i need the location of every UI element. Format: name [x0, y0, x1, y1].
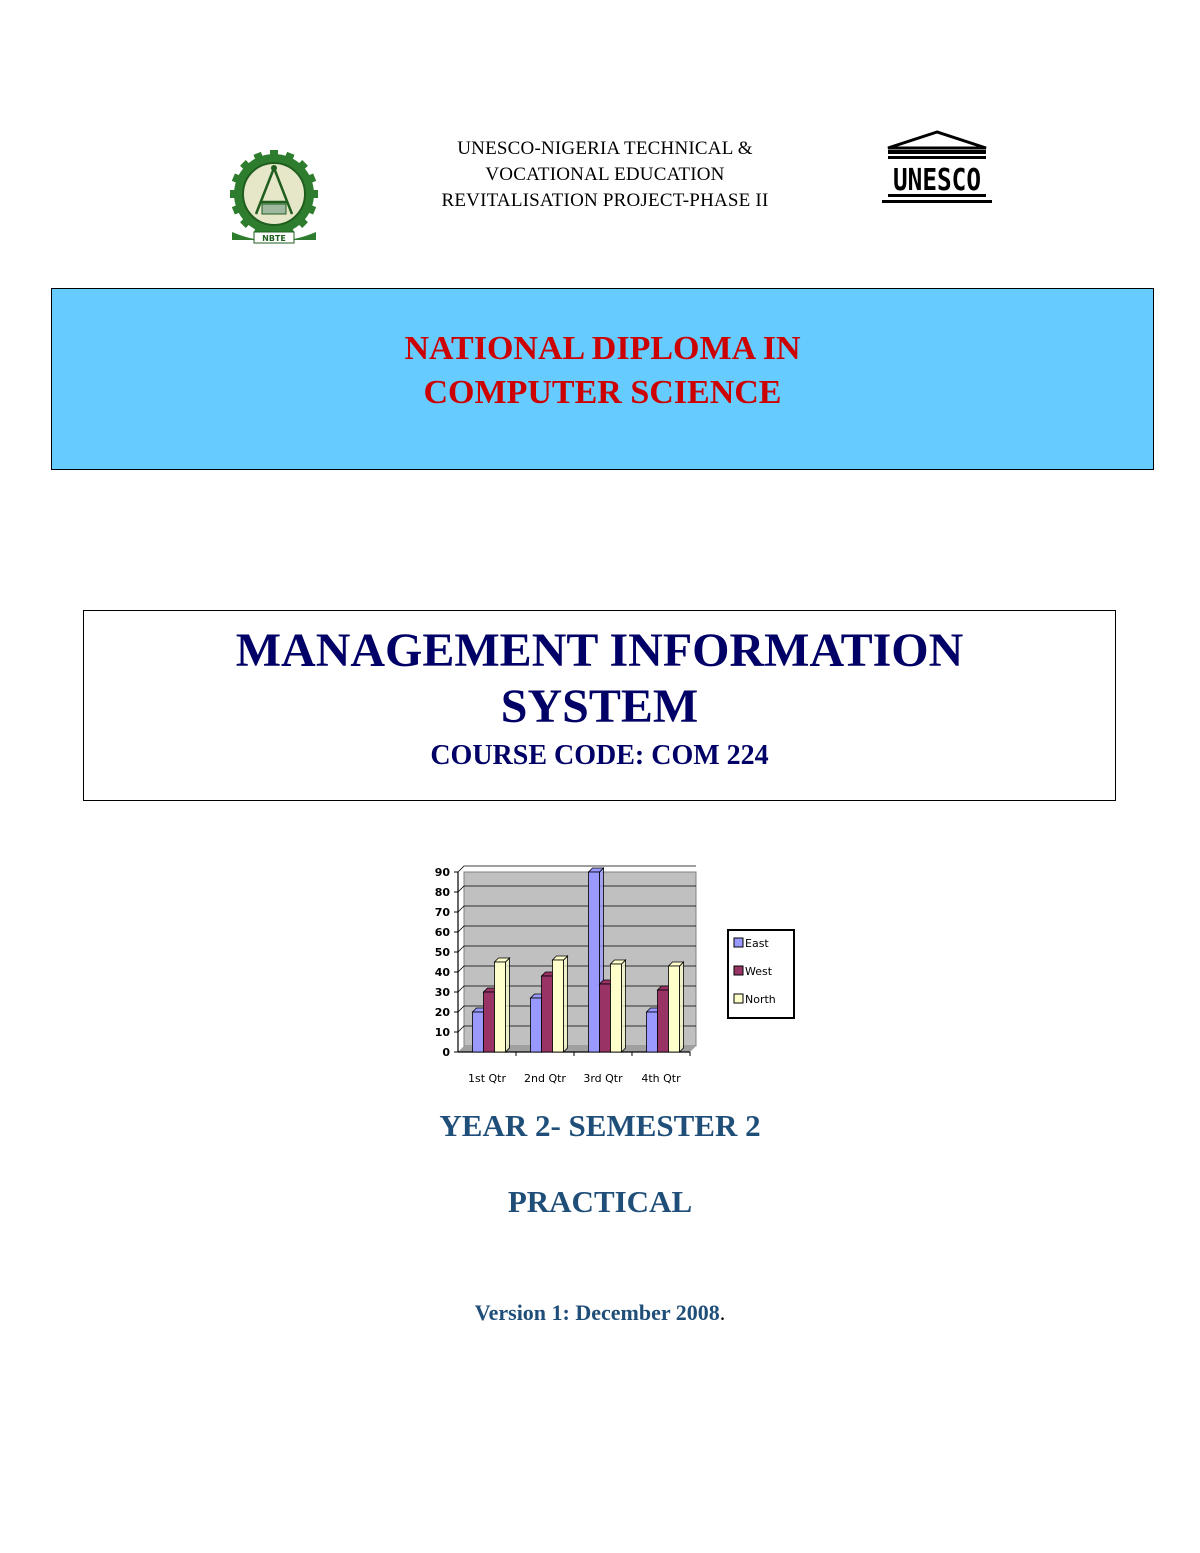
- diploma-line-2: COMPUTER SCIENCE: [423, 374, 782, 411]
- practical-label: PRACTICAL: [507, 1184, 693, 1219]
- bar-north-4-side: [680, 962, 684, 1052]
- header-line-1: UNESCO-NIGERIA TECHNICAL &: [457, 138, 753, 159]
- course-title-line-1: MANAGEMENT INFORMATION: [235, 624, 964, 677]
- unesco-temple-icon: [880, 128, 994, 208]
- nbte-seal-icon: [226, 150, 322, 246]
- version-text: Version 1: December 2008: [474, 1300, 720, 1325]
- x-tick-label: 4th Qtr: [641, 1072, 681, 1085]
- y-tick-label: 0: [442, 1046, 450, 1059]
- legend-label-east: East: [745, 937, 769, 950]
- nbte-logo-text: NBTE: [262, 234, 286, 243]
- bar-west-2: [542, 976, 553, 1052]
- y-tick-label: 40: [434, 966, 450, 979]
- header-line-2: VOCATIONAL EDUCATION: [485, 164, 725, 185]
- version-info: [0, 1300, 1200, 1326]
- bar-east-3: [589, 872, 600, 1052]
- bar-east-4: [647, 1012, 658, 1052]
- course-title-line-2: SYSTEM: [500, 680, 699, 733]
- y-tick-label: 20: [434, 1006, 450, 1019]
- course-title-box: [83, 610, 1116, 801]
- legend-swatch-west: [734, 966, 743, 975]
- version-suffix: .: [719, 1300, 726, 1325]
- legend-label-north: North: [745, 993, 776, 1006]
- bar-west-4: [658, 990, 669, 1052]
- course-code: COURSE CODE: COM 224: [430, 740, 769, 771]
- bar-north-4: [669, 966, 680, 1052]
- course-title: [84, 623, 1115, 735]
- bar-west-3: [600, 984, 611, 1052]
- x-tick-label: 1st Qtr: [467, 1072, 507, 1085]
- y-tick-label: 30: [434, 986, 450, 999]
- legend-swatch-east: [734, 938, 743, 947]
- bar-north-1-side: [506, 958, 510, 1052]
- header-line-3: REVITALISATION PROJECT-PHASE II: [441, 190, 769, 211]
- bar-east-2: [531, 998, 542, 1052]
- bar-north-3: [611, 964, 622, 1052]
- bar-north-1: [495, 962, 506, 1052]
- bar-west-1: [484, 992, 495, 1052]
- x-tick-label: 2nd Qtr: [524, 1072, 566, 1085]
- x-tick-label: 3rd Qtr: [583, 1072, 623, 1085]
- y-tick-label: 10: [434, 1026, 450, 1039]
- diploma-line-1: NATIONAL DIPLOMA IN: [404, 330, 801, 367]
- legend-label-west: West: [745, 965, 773, 978]
- bar-north-2-side: [564, 956, 568, 1052]
- bar-north-2: [553, 960, 564, 1052]
- diploma-banner: [51, 288, 1154, 470]
- year-semester: YEAR 2- SEMESTER 2: [439, 1108, 761, 1143]
- bar-north-3-side: [622, 960, 626, 1052]
- y-tick-label: 90: [434, 866, 450, 879]
- unesco-logo-text: UNESCO: [893, 163, 981, 198]
- bar-chart: [420, 864, 800, 1094]
- gridline: [458, 866, 696, 872]
- legend-swatch-north: [734, 994, 743, 1003]
- y-tick-label: 70: [434, 906, 450, 919]
- y-tick-label: 60: [434, 926, 450, 939]
- y-tick-label: 80: [434, 886, 450, 899]
- diploma-title: [52, 327, 1153, 415]
- bar-east-1: [473, 1012, 484, 1052]
- y-tick-label: 50: [434, 946, 450, 959]
- project-header: [360, 136, 850, 214]
